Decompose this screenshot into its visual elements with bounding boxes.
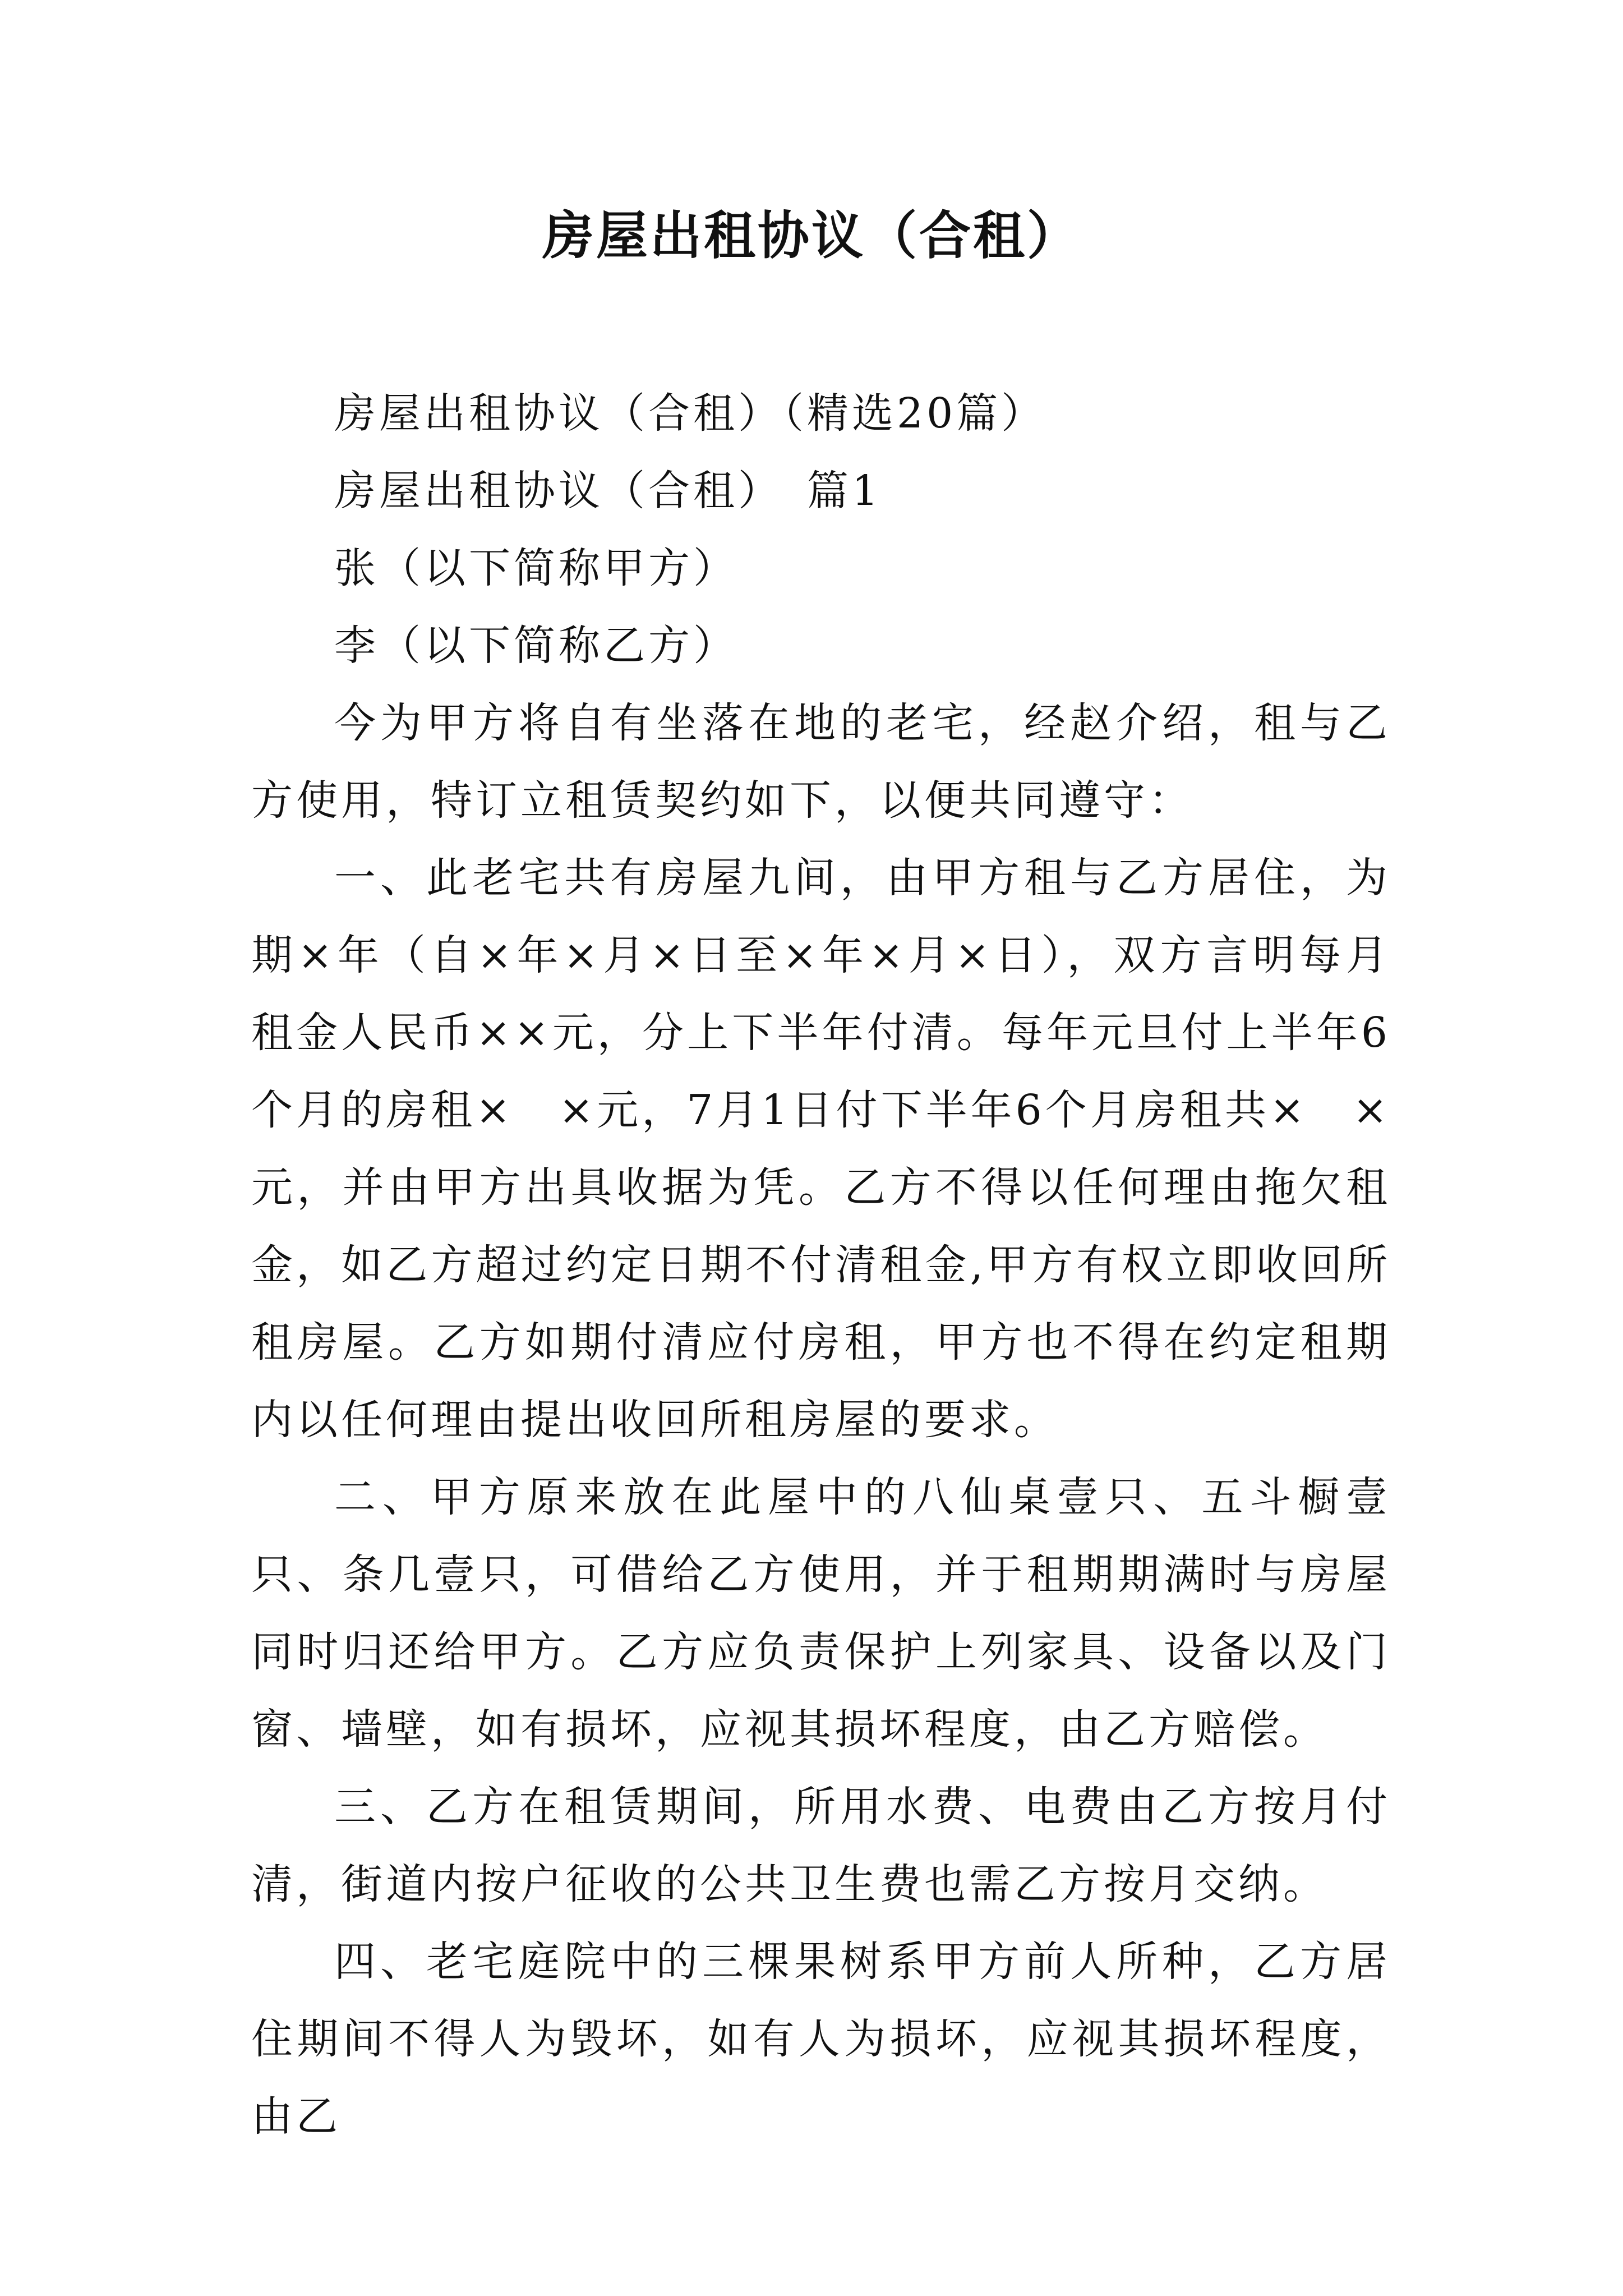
document-body <box>251 375 1391 2155</box>
document-title: 房屋出租协议（合租） <box>542 205 1081 266</box>
party-b: 李（以下简称乙方） <box>334 622 738 670</box>
paragraph-intro: 今为甲方将自有坐落在地的老宅，经赵介绍，租与乙方使用，特订立租赁契约如下，以便共同遵守： <box>251 699 1391 825</box>
section-heading: 房屋出租协议（合租） 篇1 <box>334 467 882 515</box>
paragraph-clause-2: 二、甲方原来放在此屋中的八仙桌壹只、五斗橱壹只、条几壹只，可借给乙方使用，并于租期期满时与房屋同时归还给甲方。乙方应负责保护上列家具、设备以及门窗、墙壁，如有损坏，应视其损坏程度，由乙方赔偿。 <box>251 1473 1391 1754</box>
paragraph-clause-4: 四、老宅庭院中的三棵果树系甲方前人所种，乙方居住期间不得人为毁坏，如有人为损坏，应视其损坏程度，由乙 <box>251 1938 1391 2141</box>
party-a: 张（以下简称甲方） <box>334 544 738 592</box>
paragraph-clause-1: 一、此老宅共有房屋九间，由甲方租与乙方居住，为期×年（自×年×月×日至×年×月×日），双方言明每月租金人民币××元，分上下半年付清。每年元旦付上半年6个月的房租× ×元，7月1日付下半年6个月房租共× ×元，并由甲方出具收据为凭。乙方不得以任何理由拖欠租金，如乙方超过约定日期不付清租金,甲方有权立即收回所租房屋。乙方如期付清应付房租，甲方也不得在约定租期内以任何理由提出收回所租房屋的要求。 <box>251 854 1391 1444</box>
document-subtitle: 房屋出租协议（合租）（精选20篇） <box>334 389 1046 438</box>
paragraph-clause-3: 三、乙方在租赁期间，所用水费、电费由乙方按月付清，街道内按户征收的公共卫生费也需乙方按月交纳。 <box>251 1783 1391 1908</box>
